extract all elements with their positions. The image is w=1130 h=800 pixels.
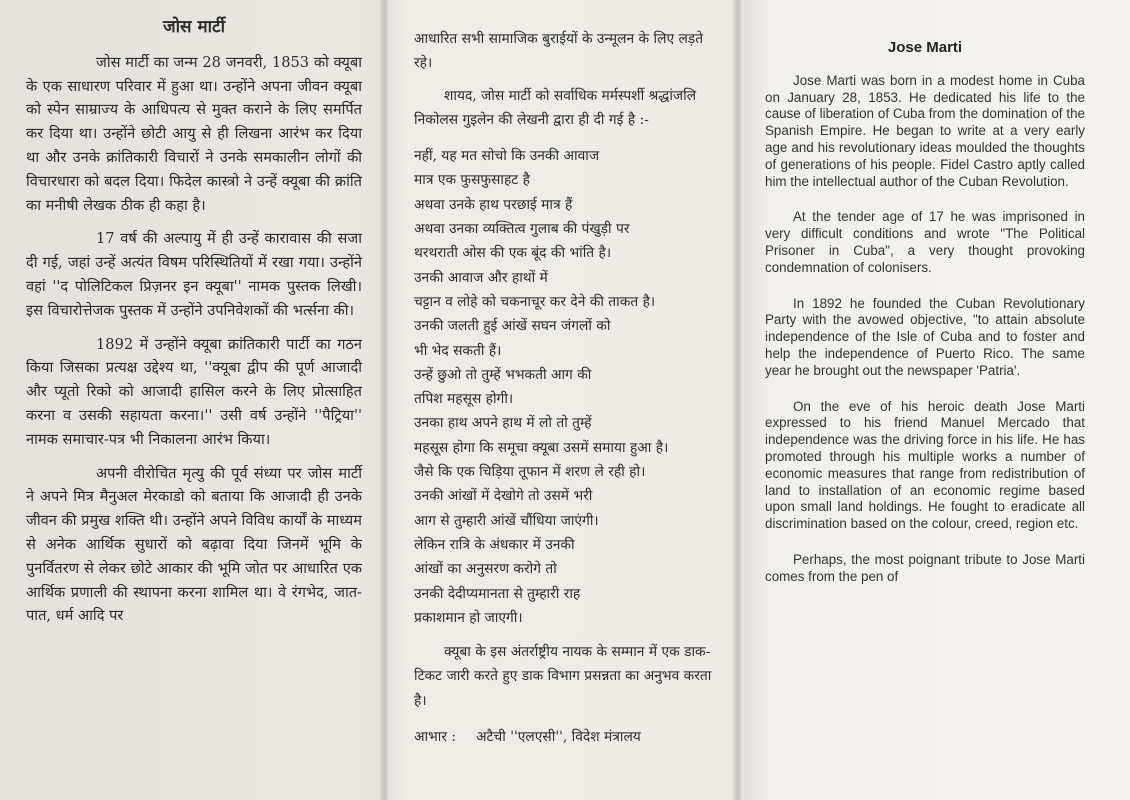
hindi-paragraph: 17 वर्ष की अल्पायु में ही उन्हें कारावास की सजा दी गई, जहां उन्हें अत्यंत विषम परिस्थितियों में रखा गया। उन्होंने वहां ''द पोलिटिकल प्रिज़नर इन क्यूबा'' नामक पुस्तक लिखी। इस विचारोत्तेजक पुस्तक में उन्होंने उपनिवेशकों की भर्त्सना की। (26, 230, 362, 319)
poem-line: थरथराती ओस की एक बूंद की भांति है। (414, 245, 612, 262)
poem-line: आंखों का अनुसरण करोगे तो (414, 561, 557, 578)
poem-line: चट्टान व लोहे को चकनाचूर कर देने की ताकत है। (414, 293, 656, 310)
fold-line-left (380, 0, 390, 800)
poem-line: उनकी जलती हुई आंखें सघन जंगलों को (414, 318, 611, 335)
source-credit (414, 725, 720, 749)
closing-text: क्यूबा के इस अंतर्राष्ट्रीय नायक के सम्मान में एक डाक-टिकट जारी करते हुए डाक विभाग प्रसन्नता का अनुभव करता है। (414, 644, 712, 709)
poem-line: उनकी आंखों में देखोगे तो उसमें भरी (414, 488, 593, 505)
hindi-paragraph: अपनी वीरोचित मृत्यु की पूर्व संध्या पर जोस मार्टी ने अपने मित्र मैनुअल मेरकाडो को बताया कि आजादी ही उनके जीवन की प्रमुख शक्ति थी। उन्होंने अपने विविध कार्यों के माध्यम से अनेक आर्थिक सुधारों को बढ़ावा दिया जिनमें भूमि के पुनर्वितरण से लेकर छोटे आकार की भूमि जोत पर आधारित एक आर्थिक प्रणाली की स्थापना करना शामिल था। वे रंगभेद, जात-पात, धर्म आदि पर (26, 464, 362, 625)
poem-line: उन्हें छुओ तो तुम्हें भभकती आग की (414, 366, 592, 383)
poem-line: अथवा उनके हाथ परछाई मात्र हैं (414, 196, 573, 213)
tribute-intro: शायद, जोस मार्टी को सर्वाधिक मर्मस्पर्शी श्रद्धांजलि निकोलस गुइलेन की लेखनी द्वारा ही दी गई है :- (414, 87, 697, 128)
poem-line: उनकी आवाज और हाथों में (414, 269, 548, 286)
source-label: आभार : (414, 729, 457, 746)
poem-line: भी भेद सकती हैं। (414, 342, 502, 359)
poem-line: प्रकाशमान हो जाएगी। (414, 609, 523, 626)
poem-line: लेकिन रात्रि के अंधकार में उनकी (414, 536, 575, 553)
poem-line: महसूस होगा कि समूचा क्यूबा उसमें समाया हुआ है। (414, 439, 669, 456)
english-paragraph: Jose Marti was born in a modest home in Cuba on January 28, 1853. He dedicated his life to the cause of liberation of Cuba from the domination of the Spanish Empire. He began to write at a very early age and his revolutionary ideas moulded the thoughts of generations of his people. Fidel Castro aptly called him the intellectual author of the Cuban Revolution. (765, 72, 1085, 189)
fold-line-right (733, 0, 743, 800)
hindi-paragraph: 1892 में उन्होंने क्यूबा क्रांतिकारी पार्टी का गठन किया जिसका प्रत्यक्ष उद्देश्य था, ''क्यूबा द्वीप की पूर्ण आजादी और प्यूतो रिको को आजादी हासिल करने के लिए प्रोत्साहित करना व उसकी सहायता करना।'' उसी वर्ष उन्होंने ''पैट्रिया'' नामक समाचार-पत्र भी निकालना आरंभ किया। (26, 335, 362, 448)
hindi-title: जोस मार्टी (163, 17, 225, 37)
english-paragraph: In 1892 he founded the Cuban Revolutionary Party with the avowed objective, "to attain absolute independence of the Isle of Cuba and to foster and help the independence of Puerto Rico. The same year he brought out the newspaper 'Patria'. (765, 295, 1085, 378)
english-paragraph: On the eve of his heroic death Jose Marti expressed to his friend Manuel Mercado that independence was the driving force in his life. He has promoted through his multiple works a number of economic measures that range from redistribution of land to installation of an economic regime based upon small land holdings. He fought to eradicate all discrimination based on the colour, creed, region etc. (765, 398, 1085, 532)
poem-line: उनका हाथ अपने हाथ में लो तो तुम्हें (414, 415, 592, 432)
english-paragraph: At the tender age of 17 he was imprisoned in very difficult conditions and wrote "The Political Prisoner in Cuba", a very thought provoking condemnation of colonisers. (765, 209, 1085, 275)
english-paragraph: Perhaps, the most poignant tribute to Jose Marti comes from the pen of (765, 551, 1085, 584)
poem-line: मात्र एक फुसफुसाहट है (414, 172, 530, 189)
source-value: अटैची ''एलएसी'', विदेश मंत्रालय (476, 729, 641, 746)
poem-line: जैसे कि एक चिड़िया तूफान में शरण ले रही हो। (414, 464, 646, 481)
middle-column (414, 0, 720, 749)
poem-line: नहीं, यह मत सोचो कि उनकी आवाज (414, 148, 600, 165)
english-title: Jose Marti (887, 39, 963, 56)
poem (414, 144, 720, 630)
poem-line: अथवा उनका व्यक्तित्व गुलाब की पंखुड़ी पर (414, 221, 630, 238)
poem-line: आग से तुम्हारी आंखें चौंधिया जाएंगी। (414, 512, 599, 529)
poem-line: उनकी देदीप्यमानता से तुम्हारी राह (414, 585, 581, 602)
hindi-column (26, 0, 362, 638)
continuation-text: आधारित सभी सामाजिक बुराईयों के उन्मूलन के लिए लड़ते रहे। (414, 31, 704, 72)
english-column (765, 0, 1085, 605)
hindi-paragraph: जोस मार्टी का जन्म 28 जनवरी, 1853 को क्यूबा के एक साधारण परिवार में हुआ था। उन्होंने अपना जीवन क्यूबा को स्पेन साम्राज्य के आधिपत्य से मुक्त कराने के लिए समर्पित कर दिया था। उन्होंने छोटी आयु से ही लिखना आरंभ कर दिया था और उनके क्रांतिकारी विचारों ने उनके समकालीन लोगों की विचारधारा को बदल दिया। फिदेल कास्त्रो ने उन्हें क्यूबा की क्रांति का मनीषी लेखक ठीक ही कहा है। (26, 53, 362, 214)
poem-line: तपिश महसूस होगी। (414, 391, 514, 408)
